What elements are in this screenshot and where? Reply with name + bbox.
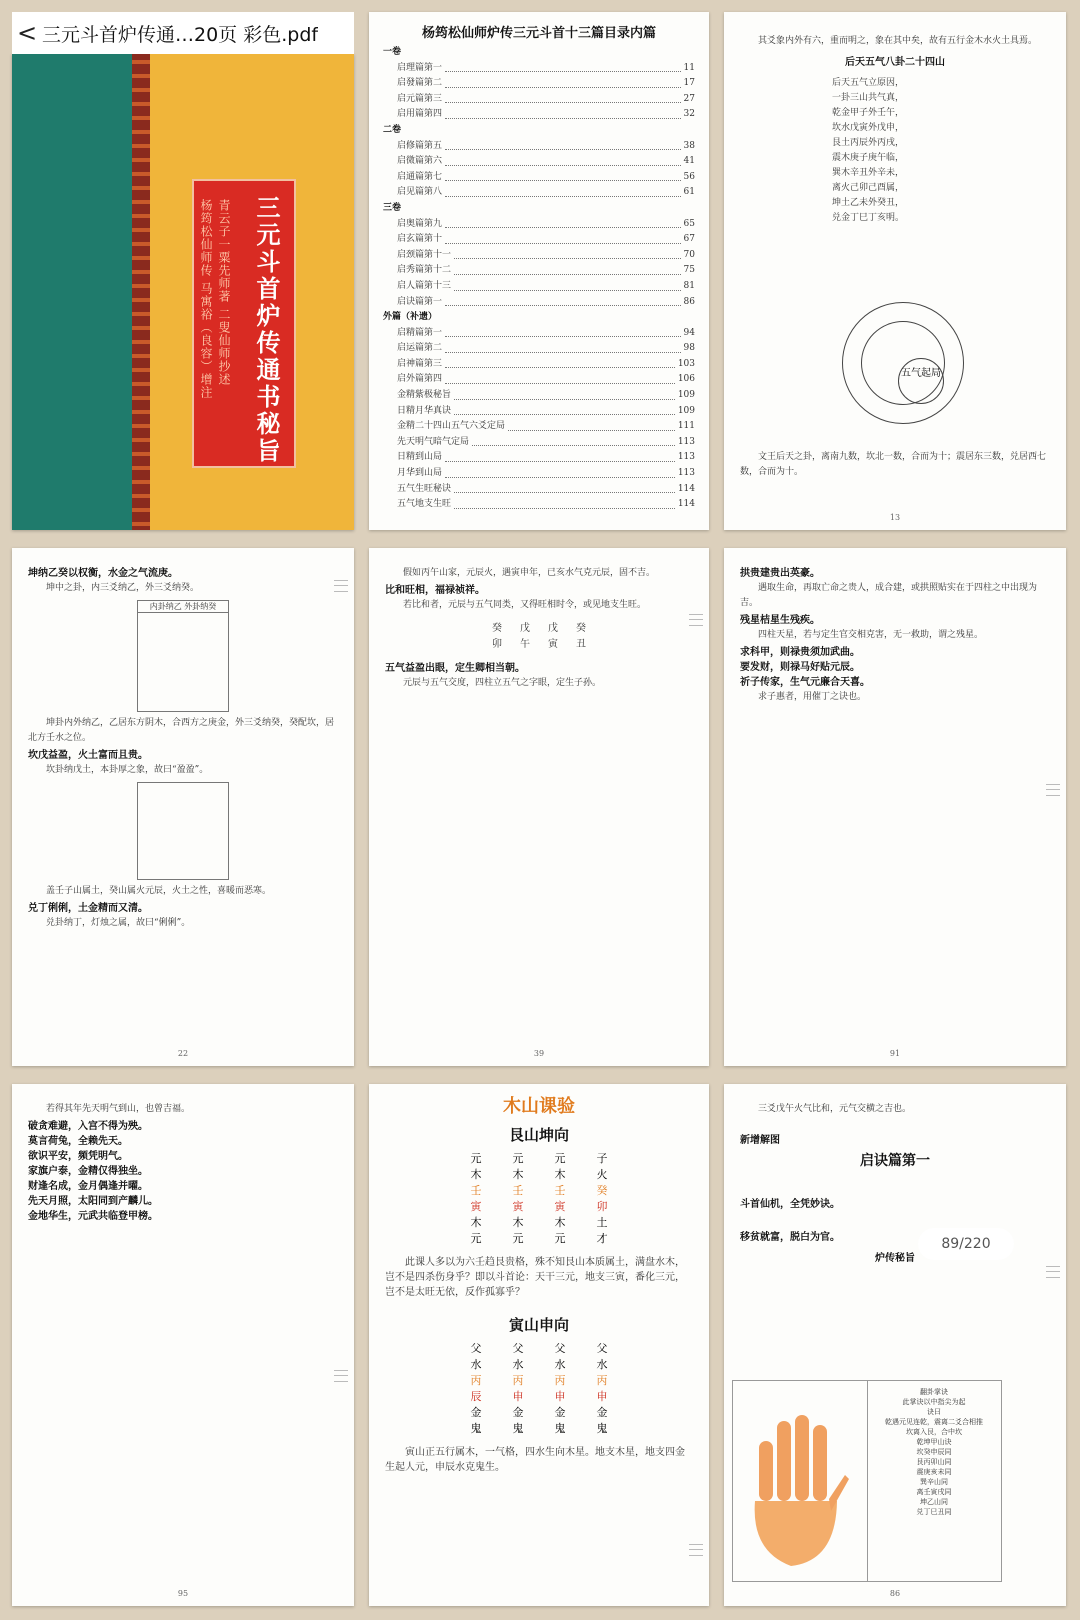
toc-entry-page: 114: [677, 499, 695, 510]
verse-line: 坤土乙未外癸丑，: [832, 198, 905, 208]
toc-entry-label: 启诀篇第一: [397, 296, 443, 307]
toc-entry-page: 86: [683, 296, 695, 307]
toc-entry[interactable]: [383, 232, 695, 248]
body-text: 坎卦纳戊土，本卦厚之象，故曰“盈盈”。: [46, 765, 209, 775]
section-heading: 五气益盈出眼，定生卿相当朝。: [385, 663, 525, 674]
toc-entry-label: 金精紫极秘旨: [397, 390, 452, 401]
page-number: 39: [533, 1049, 545, 1058]
page-menu-icon[interactable]: [689, 614, 703, 626]
table-header: 内卦纳乙 外卦纳癸: [138, 601, 228, 613]
grid-cell: 木: [512, 1216, 524, 1229]
grid-cell: 金: [470, 1406, 482, 1419]
verse-line: 乾金甲子外壬午，: [832, 108, 905, 118]
page-thumbnail-cover[interactable]: [12, 54, 354, 530]
grid-cell: 金: [554, 1406, 566, 1419]
section-heading: 艮山坤向: [508, 1126, 569, 1144]
toc-entry-label: 启玄篇第十: [397, 234, 443, 245]
body-text: 此课人多以为六壬趋艮贵格，殊不知艮山本质属土，满盘水木，岂不是四杀伤身乎？即以斗首论：天干三元，地支三寅，番化三元，岂不是太旺无依，反作孤寡乎？: [385, 1257, 685, 1298]
hand-list-item: 此掌诀以中指尖为起: [902, 1398, 966, 1406]
cover-author-line-2: 杨筠松仙师传 马寓裕（良容）增注: [199, 199, 213, 399]
back-arrow-icon[interactable]: <: [16, 19, 38, 47]
toc-entry-label: 启人篇第十三: [397, 280, 452, 291]
cover-pattern-band: [132, 54, 150, 530]
section-heading: 祈子传家，生气元廉合天喜。: [740, 677, 870, 688]
toc-entry[interactable]: [383, 139, 695, 155]
grid-cell: 鬼: [512, 1422, 524, 1435]
toc-section-heading: 一卷: [383, 47, 402, 57]
verse-line: 离火己卯己酉属，: [832, 183, 905, 193]
section-heading: 财逢名成，金月偶逢并曜。: [28, 1181, 148, 1192]
grid-cell: 水: [470, 1358, 482, 1371]
grid-cell: 申: [512, 1390, 524, 1403]
toc-leader: [445, 149, 681, 150]
section-heading: 金地华生，元武共临登甲榜。: [28, 1211, 158, 1222]
toc-entry[interactable]: [383, 185, 695, 201]
section-heading: 坤纳乙癸以权衡，水金之气流庚。: [28, 568, 178, 579]
body-text: 其爻象内外有六，重而明之，象在其中矣，故有五行金木水火土具焉。: [758, 36, 1038, 46]
cover-title: 三元斗首炉传通书秘旨: [252, 195, 281, 465]
grid-cell: 鬼: [554, 1422, 566, 1435]
page-counter: 89/220: [918, 1228, 1014, 1260]
page-thumbnail-22[interactable]: [12, 548, 354, 1066]
page-menu-icon[interactable]: [689, 1544, 703, 1556]
grid-cell: 癸: [596, 1184, 608, 1197]
toc-leader: [445, 461, 675, 462]
body-text: 假如丙午山家，元辰火，遇寅申年，已亥水气克元辰，固不吉。: [403, 568, 656, 578]
page-thumbnail-95[interactable]: [12, 1084, 354, 1606]
hand-list-item: 诀曰: [927, 1408, 941, 1416]
toc-entry-label: 启奥篇第九: [397, 218, 443, 229]
hand-list-item: 兑丁巳丑同: [916, 1508, 952, 1516]
toc-entry[interactable]: [383, 154, 695, 170]
toc-entry[interactable]: [383, 497, 695, 513]
toc-leader: [454, 399, 675, 400]
wheel-center-label: 五气起局: [898, 358, 944, 404]
toc-section-heading: 二卷: [383, 124, 402, 135]
grid-cell: 木: [554, 1168, 566, 1181]
verse-line: 兑金丁巳丁亥明。: [832, 213, 905, 223]
toc-entry[interactable]: [383, 279, 695, 295]
trigram-table-2: [137, 782, 229, 880]
toc-entry-page: 113: [677, 436, 695, 447]
grid-cell: 金: [512, 1406, 524, 1419]
toc-entry-page: 106: [677, 374, 695, 385]
body-text: 盖壬子山属土，癸山属火元辰，火土之性，喜暖而恶寒。: [46, 886, 272, 896]
page-thumbnail-toc[interactable]: [369, 12, 709, 530]
toc-entry-page: 11: [683, 62, 695, 73]
trigram-table: [137, 600, 229, 712]
page-thumbnail-13[interactable]: [724, 12, 1066, 530]
grid-cell: 木: [512, 1168, 524, 1181]
grid-cell: 水: [554, 1358, 566, 1371]
body-text: 坤卦内外纳乙，乙居东方阴木，合西方之庚金，外三爻纳癸，癸配坎，居北方壬水之位。: [28, 718, 335, 743]
cover-author-line-1: 青云子一粟先师著 二叟仙师抄述: [217, 199, 231, 386]
grid-cell: 土: [596, 1216, 608, 1229]
toc-leader: [454, 274, 681, 275]
ganzhi-row: 卯午寅丑: [492, 639, 604, 650]
toc-entry-label: 启见篇第八: [397, 187, 443, 198]
grid-cell: 丙: [554, 1374, 566, 1387]
toc-entry-page: 17: [683, 78, 695, 89]
ganzhi-grid: [369, 1151, 709, 1247]
page-menu-icon[interactable]: [334, 580, 348, 592]
grid-cell: 父: [512, 1342, 524, 1355]
toc-leader: [454, 258, 681, 259]
toc-entry[interactable]: [383, 466, 695, 482]
section-heading: 残星桔星生残疾。: [740, 615, 820, 626]
grid-cell: 壬: [512, 1184, 524, 1197]
grid-cell: 水: [596, 1358, 608, 1371]
verse-line: 震木庚子庚午临，: [832, 153, 905, 163]
toc-entry[interactable]: [383, 419, 695, 435]
toc-entry-label: 启外篇第四: [397, 374, 443, 385]
grid-cell: 丙: [596, 1374, 608, 1387]
page-thumbnail-39[interactable]: [369, 548, 709, 1066]
toc-entry-label: 五气生旺秘诀: [397, 483, 452, 494]
grid-cell: 火: [596, 1168, 608, 1181]
hand-list-item: 坎离入艮，合中坎: [906, 1428, 962, 1436]
body-text: 求子惠者，用催丁之诀也。: [758, 692, 867, 702]
toc-leader: [445, 383, 675, 384]
page-number: 86: [889, 1589, 901, 1598]
toc-entry-page: 75: [683, 265, 695, 276]
page-number: 22: [177, 1049, 189, 1058]
section-heading: 拱贵建贵出英豪。: [740, 568, 820, 579]
grid-cell: 元: [554, 1232, 566, 1245]
section-heading: 欲识平安，频凭明气。: [28, 1151, 128, 1162]
toc-entry[interactable]: [383, 404, 695, 420]
grid-cell: 鬼: [470, 1422, 482, 1435]
page-number: 95: [177, 1589, 189, 1598]
grid-cell: 寅: [512, 1200, 524, 1213]
grid-cell: 父: [554, 1342, 566, 1355]
toc-entry-label: 日精月华真诀: [397, 405, 452, 416]
grid-cell: 木: [554, 1216, 566, 1229]
hand-icon: [741, 1401, 851, 1571]
body-text: 兑卦纳丁，灯烛之属，故曰“俐俐”。: [46, 918, 191, 928]
grid-cell: 父: [470, 1342, 482, 1355]
toc-leader: [472, 445, 675, 446]
body-text: 三爻戊午火气比和，元气交横之吉也。: [758, 1104, 912, 1114]
toc-leader: [445, 196, 681, 197]
toc-section-heading: 三卷: [383, 202, 402, 213]
grid-cell: 元: [554, 1152, 566, 1165]
chapter-title: 启诀篇第一: [860, 1153, 930, 1169]
toc-entry-label: 启运篇第二: [397, 343, 443, 354]
toc-entry-label: 启神篇第三: [397, 358, 443, 369]
toc-leader: [445, 165, 681, 166]
page-thumbnail-86[interactable]: [724, 1084, 1066, 1606]
body-text: 元辰与五气交度，四柱立五气之字眼，定生子孙。: [403, 678, 602, 688]
section-heading: 兑丁俐俐，土金精而又清。: [28, 903, 148, 914]
section-heading: 家旗户泰，金精仅得独坐。: [28, 1166, 148, 1177]
grid-cell: 才: [596, 1232, 608, 1245]
section-heading: 先天月照，太阳同到产麟儿。: [28, 1196, 158, 1207]
toc-leader: [445, 477, 675, 478]
toc-entry-label: 启微篇第六: [397, 156, 443, 167]
cover-title-box: [192, 179, 296, 468]
toc-leader: [445, 87, 681, 88]
toc-leader: [445, 71, 681, 72]
page-thumbnail-91[interactable]: [724, 548, 1066, 1066]
hand-list-item: 震庚亥未同: [916, 1468, 952, 1476]
toc-entry-page: 81: [683, 280, 695, 291]
toc-entry[interactable]: [383, 295, 695, 311]
toc-entry-label: 五气地支生旺: [397, 499, 452, 510]
toc-entry-label: 启發篇第二: [397, 78, 443, 89]
toc-leader: [445, 352, 681, 353]
verse-line: 巽木辛丑外辛未，: [832, 168, 905, 178]
grid-cell: 寅: [554, 1200, 566, 1213]
toc-entry[interactable]: [383, 357, 695, 373]
section-heading: 斗首仙机，全凭妙诀。: [740, 1199, 840, 1210]
grid-cell: 木: [470, 1216, 482, 1229]
toc-entry[interactable]: [383, 388, 695, 404]
toc-leader: [454, 414, 675, 415]
toc-leader: [445, 102, 681, 103]
toc-entry-page: 114: [677, 483, 695, 494]
grid-cell: 申: [554, 1390, 566, 1403]
toc-entry-label: 启修篇第五: [397, 140, 443, 151]
grid-cell: 卯: [596, 1200, 608, 1213]
toc-entry[interactable]: [383, 217, 695, 233]
page-menu-icon[interactable]: [334, 1370, 348, 1382]
toc-leader: [445, 336, 681, 337]
section-heading: 坎戊益盈，火土富而且贵。: [28, 750, 148, 761]
body-text: 寅山正五行属木，一气格，四水生向木星。地支木星，地支四金生起人元，申辰水克鬼生。: [385, 1447, 685, 1473]
toc-entry-page: 32: [683, 109, 695, 120]
hand-list-item: 乾坤甲山诀: [916, 1438, 952, 1446]
toc-entry[interactable]: [383, 372, 695, 388]
grid-cell: 丙: [470, 1374, 482, 1387]
toc-entry[interactable]: [383, 248, 695, 264]
toc-entry-label: 日精到山局: [397, 452, 443, 463]
grid-cell: 寅: [470, 1200, 482, 1213]
toc-leader: [454, 508, 675, 509]
section-heading: 破贪难避，入宫不得为殃。: [28, 1121, 148, 1132]
toc-entry[interactable]: [383, 326, 695, 342]
toc-leader: [454, 290, 681, 291]
section-heading: 要发财，则禄马好贴元辰。: [740, 662, 860, 673]
toc-entry[interactable]: [383, 450, 695, 466]
hand-list-item: 离壬寅戌同: [916, 1488, 952, 1496]
grid-cell: 壬: [554, 1184, 566, 1197]
verse-line: 后天五气立原因，: [832, 78, 905, 88]
toc-entry[interactable]: [383, 435, 695, 451]
toc-entry[interactable]: [383, 92, 695, 108]
section-heading: 比和旺相，福禄祯祥。: [385, 585, 485, 596]
toc-entry-page: 109: [677, 390, 695, 401]
label-new: 新增解图: [740, 1135, 780, 1146]
toc-entry-page: 98: [683, 343, 695, 354]
hand-list-item: 坎癸申辰同: [916, 1448, 952, 1456]
toc-entry-label: 金精二十四山五气六爻定局: [397, 421, 506, 432]
section-heading: 移贫就富，脱白为官。: [740, 1232, 840, 1243]
hand-list-item: 乾遇元见连乾，震离二爻合相推: [885, 1418, 983, 1426]
grid-cell: 元: [512, 1152, 524, 1165]
page-menu-icon[interactable]: [1046, 1266, 1060, 1278]
five-qi-wheel-diagram: [842, 302, 964, 424]
section-heading: 莫言荷兔，全赖先天。: [28, 1136, 128, 1147]
toc-entry-page: 65: [683, 218, 695, 229]
toc-entry-page: 41: [683, 156, 695, 167]
toc-leader: [445, 227, 681, 228]
grid-cell: 水: [512, 1358, 524, 1371]
section-heading: 寅山申向: [508, 1316, 569, 1334]
grid-cell: 丙: [512, 1374, 524, 1387]
toc-title: 杨筠松仙师炉传三元斗首十三篇目录内篇: [421, 26, 656, 41]
toc-leader: [445, 367, 675, 368]
grid-cell: 父: [596, 1342, 608, 1355]
grid-cell: 木: [470, 1168, 482, 1181]
hand-list-item: 巽辛山同: [920, 1478, 948, 1486]
figure-title: 炉传秘旨: [875, 1253, 915, 1264]
page-number: 13: [889, 513, 901, 522]
section-heading: 后天五气八卦二十四山: [845, 57, 945, 68]
hand-mnemonic-list: [873, 1387, 995, 1517]
toc-entry-page: 113: [677, 452, 695, 463]
grid-cell: 鬼: [596, 1422, 608, 1435]
toc-entry-label: 启用篇第四: [397, 109, 443, 120]
toc-entry-page: 61: [683, 187, 695, 198]
toc-entry-page: 111: [677, 421, 695, 432]
page-thumbnail-mountain[interactable]: [369, 1084, 709, 1606]
toc-entry-label: 启通篇第七: [397, 171, 443, 182]
grid-cell: 元: [512, 1232, 524, 1245]
document-header: [12, 12, 354, 54]
toc-leader: [445, 243, 681, 244]
grid-cell: 辰: [470, 1390, 482, 1403]
toc-entry-label: 月华到山局: [397, 468, 443, 479]
toc-entry-page: 103: [677, 358, 695, 369]
grid-cell: 子: [596, 1152, 608, 1165]
grid-cell: 壬: [470, 1184, 482, 1197]
hand-list-item: 翻卦掌诀: [920, 1388, 948, 1396]
grid-cell: 元: [470, 1232, 482, 1245]
body-text: 若比和者，元辰与五气同类，又得旺相时令，或见地支生旺。: [403, 600, 647, 610]
toc-entry-page: 94: [683, 327, 695, 338]
body-text: 坤中之卦，内三爻纳乙，外三爻纳癸。: [46, 583, 200, 593]
body-text: 若得其年先天明气到山，也曾吉福。: [46, 1104, 191, 1114]
toc-entry[interactable]: [383, 107, 695, 123]
toc-section-heading: 外篇（补遗）: [383, 312, 438, 323]
toc-entry-page: 113: [677, 468, 695, 479]
cover-green-panel: [12, 54, 132, 530]
toc-leader: [454, 492, 675, 493]
toc-entry[interactable]: [383, 341, 695, 357]
toc-leader: [445, 180, 681, 181]
body-text: 四柱天星，若与定生官交相克害，无一救助，谓之残星。: [758, 630, 984, 640]
toc-entry[interactable]: [383, 482, 695, 498]
toc-leader: [445, 305, 681, 306]
body-text: 遇取生命，再取亡命之贵人，成合建，或拱照贴实在于四柱之中出现为吉。: [740, 583, 1038, 608]
page-number: 91: [889, 1049, 901, 1058]
toc-entry-label: 先天明气暗气定局: [397, 436, 470, 447]
toc-entry[interactable]: [383, 170, 695, 186]
toc-list: [369, 45, 709, 513]
body-text: 文王后天之卦，离南九数，坎北一数，合而为十；震居东三数，兑居西七数，合而为十。: [740, 452, 1047, 477]
toc-entry[interactable]: [383, 263, 695, 279]
verse-line: 一卦三山共气真，: [832, 93, 905, 103]
ganzhi-grid: [369, 1341, 709, 1437]
toc-entry-label: 启秀篇第十二: [397, 265, 452, 276]
toc-leader: [508, 430, 675, 431]
grid-cell: 申: [596, 1390, 608, 1403]
verse-line: 坎水戊寅外戊申，: [832, 123, 905, 133]
verse-lines: [740, 76, 1050, 226]
hand-diagram: [732, 1380, 1002, 1582]
page-menu-icon[interactable]: [1046, 784, 1060, 796]
toc-entry-page: 56: [683, 171, 695, 182]
hand-list-item: 坤乙山同: [920, 1498, 948, 1506]
toc-entry[interactable]: [383, 61, 695, 77]
hand-list-item: 艮丙卯山同: [916, 1458, 952, 1466]
toc-entry[interactable]: [383, 76, 695, 92]
toc-entry-page: 109: [677, 405, 695, 416]
toc-entry-label: 启理篇第一: [397, 62, 443, 73]
document-title: 三元斗首炉传通…20页 彩色.pdf: [42, 23, 319, 46]
section-heading: 求科甲，则禄贵须加武曲。: [740, 647, 860, 658]
toc-entry-label: 启颈篇第十一: [397, 249, 452, 260]
toc-entry-page: 70: [683, 249, 695, 260]
toc-entry-page: 38: [683, 140, 695, 151]
toc-entry-page: 27: [683, 93, 695, 104]
toc-leader: [445, 118, 681, 119]
ganzhi-row: 癸戊戊癸: [492, 623, 604, 634]
toc-entry-label: 启精篇第一: [397, 327, 443, 338]
toc-entry-label: 启元篇第三: [397, 93, 443, 104]
verse-line: 艮土丙辰外丙戌，: [832, 138, 905, 148]
toc-entry-page: 67: [683, 234, 695, 245]
grid-cell: 元: [470, 1152, 482, 1165]
grid-cell: 金: [596, 1406, 608, 1419]
page-title: 木山课验: [503, 1096, 575, 1117]
